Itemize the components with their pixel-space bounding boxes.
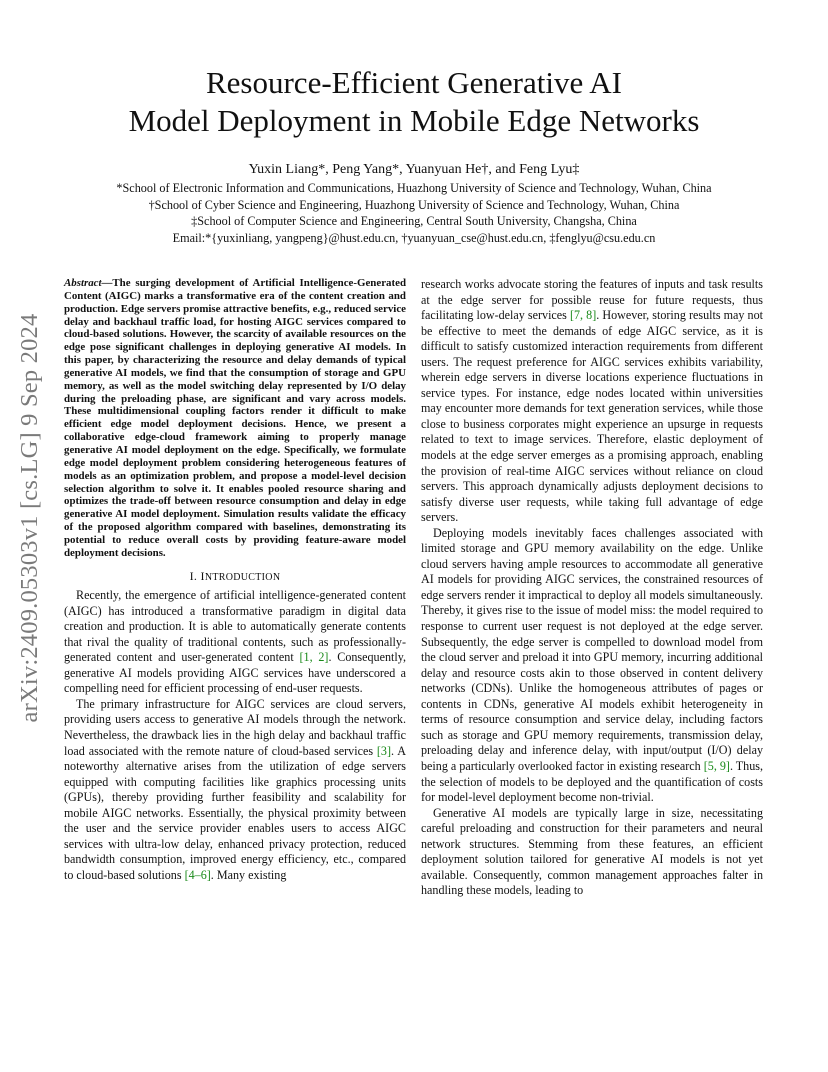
intro-paragraph-3 [421,526,763,806]
paragraph-text: Recently, the emergence of artificial intelligence-generated content (AIGC) has introduced a transformative paradigm in digital data creation and production. It is able to automatically generate contents that rival the quality of traditional contents, such as professionally-generated content and user-generated content [64,588,406,665]
citation-link[interactable]: [5, 9] [703,758,730,773]
affiliation-1: *School of Electronic Information and Communications, Huazhong University of Science and Technology, Wuhan, China [116,181,712,195]
left-column [64,277,406,884]
section-title-rest: NTRODUCTION [204,571,281,583]
citation-link[interactable]: [1, 2] [299,650,329,665]
author-emails: Email:*{yuxinliang, yangpeng}@hust.edu.cn, †yuanyuan_cse@hust.edu.cn, ‡fenglyu@csu.edu.cn [172,230,656,245]
arxiv-identifier-margin [12,295,48,740]
paragraph-text: . Thus, the selection of models to be deployed and the quantification of costs for model-level deployment become non-trivial. [421,758,763,805]
paper-title [0,64,828,140]
paragraph-text: . However, storing results may not be effective to meet the demands of edge AIGC service, as it is difficult to satisfy customized interaction requirements from different users. The request preference for AIGC services exhibits variability, wherein edge servers in diverse locations experience fluctuations in service types. For instance, edge nodes located within universities may encounter more demands for text generation services, while those close to business corporates might experience an upsurge in requests related to text to image services. Therefore, elastic deployment of models at the edge server emerges as a promising approach, enabling the provision of real-time AIGC services without reliance on cloud servers. This approach dynamically adjusts deployment decisions to satisfy diverse user requests, while taking full advantage of edge servers. [421,308,764,525]
arxiv-identifier: arXiv:2409.05303v1 [cs.LG] 9 Sep 2024 [16,313,43,722]
section-heading-introduction [64,569,406,586]
affiliation-3: ‡School of Computer Science and Engineering, Central South University, Changsha, China [191,214,637,228]
intro-paragraph-1 [64,588,406,697]
paragraph-text: Deploying models inevitably faces challenges associated with limited storage and GPU memory availability on the edge. Unlike cloud servers having ample resources to accommodate all generative AI models for providing AIGC services, the constrained resources of edge servers render it impractical to deploy all models simultaneously. Thereby, it gives rise to the issue of model miss: the model required to response to current user request is not deployed at the edge server. Subsequently, the edge server is compelled to download model from the cloud server and preload it into GPU memory, incurring additional delay and resource costs akin to those observed in content delivery networks (CDNs). Unlike the homogeneous attributes of pages or contents in CDNs, generative AI models exhibit heterogeneity in terms of resource consumption and service delay, including factors such as storage and GPU memory requirements, transmission delay, preloading delay and inference delay, with input/output (I/O) delay being a particularly overlooked factor in existing research [421,525,763,773]
intro-paragraph-2-continued [421,277,763,526]
paragraph-text: research works advocate storing the features of inputs and task results at the edge server for possible reuse for future requests, thus facilitating low-delay services [421,277,763,323]
author-list: Yuxin Liang*, Peng Yang*, Yuanyuan He†, and Feng Lyu‡ [248,162,580,177]
paragraph-text: . A noteworthy alternative arises from the utilization of edge servers equipped with computing facilities like graphics processing units (GPUs), thereby providing further feasibility and scalability for mobile AIGC networks. Essentially, the physical proximity between the user and the service provider enables users to access AIGC services with ultra-low delay, enhanced privacy protection, reduced bandwidth consumption, improved energy efficiency, etc., compared to cloud-based solutions [64,743,406,882]
citation-link[interactable]: [3] [376,743,392,758]
affiliations [0,180,828,246]
paragraph-text: . Many existing [210,867,287,882]
abstract-label: Abstract [64,277,102,289]
intro-paragraph-2 [64,697,406,884]
section-numeral: I. [189,568,201,583]
paper-title-line-2: Model Deployment in Mobile Edge Networks [128,103,700,138]
abstract-text: —The surging development of Artificial Intelligence-Generated Content (AIGC) marks a transformative era of the content creation and production. Edge servers promise attractive benefits, e.g., reduced service delay and backhaul traffic load, for hosting AIGC services compared to cloud-based solutions. However, the scarcity of available resources on the edge pose significant challenges in deploying generative AI models. In this paper, by characterizing the resource and delay demands of typical generative AI models, we find that the consumption of storage and GPU memory, as well as the model switching delay represented by I/O delay during the preloading phase, are significant and vary across models. These multidimensional coupling factors render it difficult to make efficient edge model deployment decisions. Hence, we present a collaborative edge-cloud framework aiming to properly manage generative AI model deployment on the edge. Specifically, we formulate edge model deployment problem considering heterogeneous features of models as an optimization problem, and propose a model-level decision selection algorithm to solve it. It enables pooled resource sharing and optimizes the trade-off between resource consumption and delay in edge generative AI model deployment. Simulation results validate the efficacy of the proposed algorithm compared with baselines, demonstrating its potential to reduce overall costs by providing feature-aware model deployment decisions. [64,277,406,559]
citation-link[interactable]: [4–6] [184,867,211,882]
intro-paragraph-4 [421,806,763,899]
section-first-letter: I [200,568,205,583]
citation-link[interactable]: [7, 8] [569,308,597,323]
paragraph-text: . Consequently, generative AI models providing AIGC services have underscored a compelling need for efficient processing of end-user requests. [64,650,407,696]
paragraph-text: Generative AI models are typically large in size, necessitating careful preloading and construction for their parameters and neural network structures. Stemming from these features, an efficient deployment solution tailored for generative AI models is not yet available. Consequently, common management approaches falter in handling these models, leading to [421,805,763,898]
abstract [64,277,406,560]
right-column [421,277,763,899]
paper-title-line-1: Resource-Efficient Generative AI [205,65,623,100]
affiliation-2: †School of Cyber Science and Engineering, Huazhong University of Science and Technology, Wuhan, China [148,197,680,212]
paragraph-text: The primary infrastructure for AIGC services are cloud servers, providing users access to generative AI models through the network. Nevertheless, the drawback lies in the high delay and backhaul traffic load associated with the remote nature of cloud-based services [64,696,406,758]
